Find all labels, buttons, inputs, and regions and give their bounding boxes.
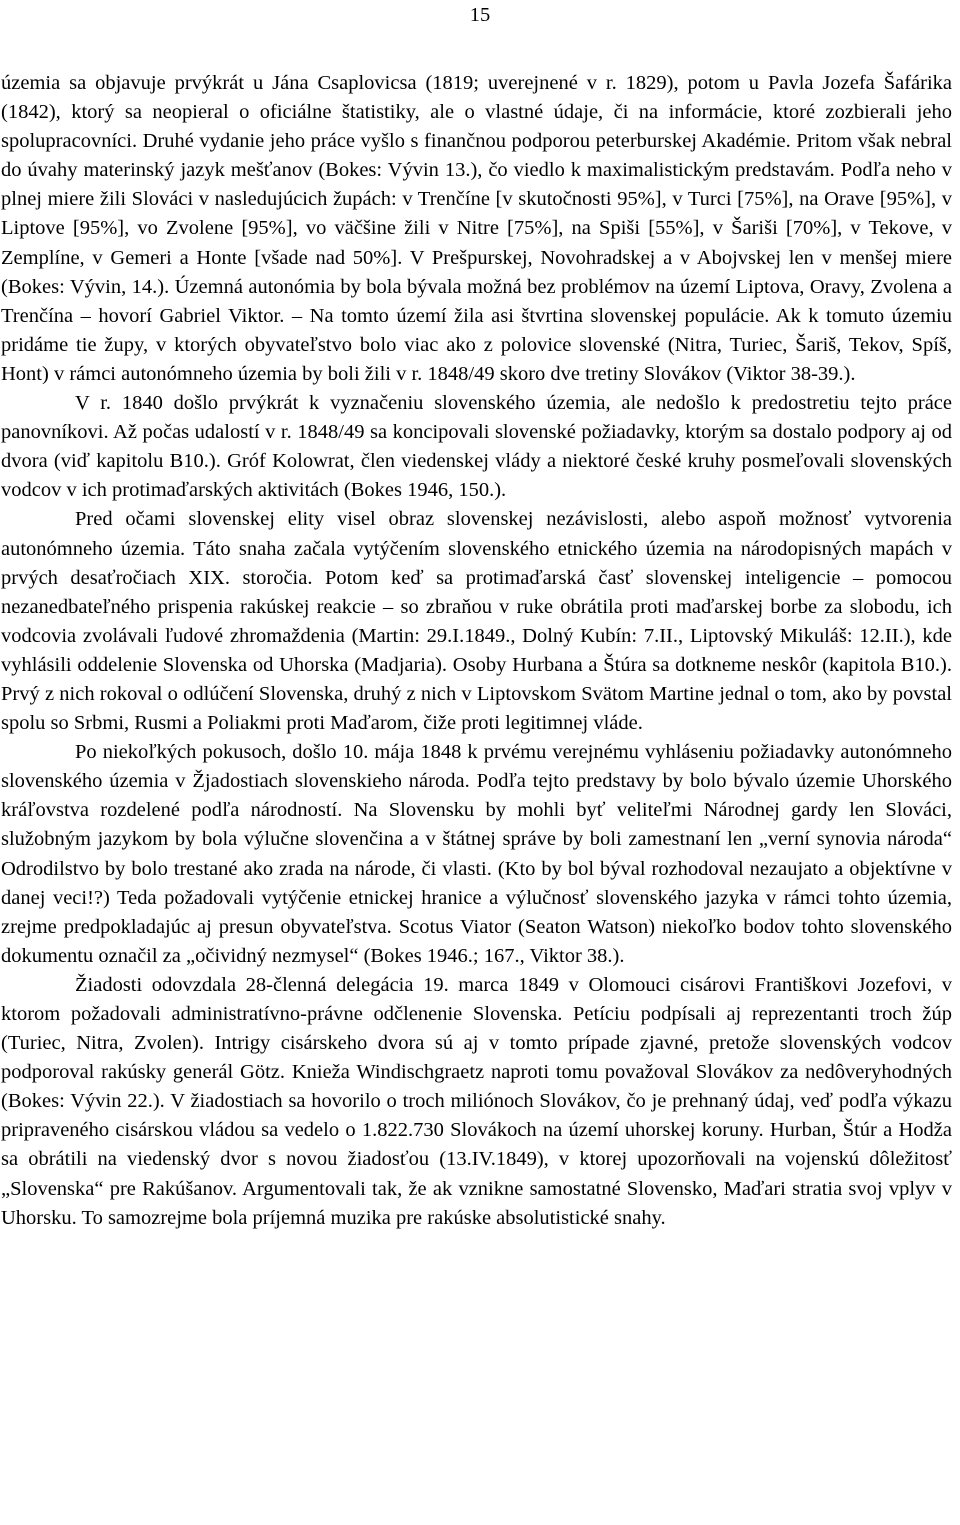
paragraph-2: V r. 1840 došlo prvýkrát k vyznačeniu slovenského územia, ale nedošlo k predostretiu tejto práce panovníkovi. Až počas udalostí v r. 1848/49 sa koncipovali slovenské požiadavky, ktorým sa dostalo podpory aj od dvora (viď kapitolu B10.). Gróf Kolowrat, člen viedenskej vlády a niektoré české kruhy posmeľovali slovenských vodcov v ich protimaďarských aktivitách (Bokes 1946, 150.). (1, 392, 952, 502)
paragraph-1: územia sa objavuje prvýkrát u Jána Csaplovicsa (1819; uverejnené v r. 1829), potom u Pavla Jozefa Šafárika (1842), ktorý sa neopieral o oficiálne štatistiky, ale o vlastné údaje, či na informácie, ktoré zozbierali jeho spolupracovníci. Druhé vydanie jeho práce vyšlo s finančnou podporou peterburskej Akadémie. Pritom však nebral do úvahy materinský jazyk mešťanov (Bokes: Vývin 13.), čo viedlo k maximalistickým predstavám. Podľa neho v plnej miere žili Slováci v nasledujúcich župách: v Trenčíne [v skutočnosti 95%], v Turci [75%], na Orave [95%], v Liptove [95%], vo Zvolene [95%], vo väčšine žili v Nitre [75%], na Spiši [55%], v Šariši [70%], v Tekove, v Zemplíne, v Gemeri a Honte [všade nad 50%]. V Prešpurskej, Novohradskej a v Abojvskej len v menšej miere (Bokes: Vývin, 14.). Územná autonómia by bola bývala možná bez problémov na území Liptova, Oravy, Zvolena a Trenčína – hovorí Gabriel Viktor. – Na tomto území žila asi štvrtina slovenskej populácie. Ak k tomuto územiu pridáme tie župy, v ktorých obyvateľstvo bolo viac ako z polovice slovenské (Nitra, Turiec, Šariš, Tekov, Spíš, Hont) v rámci autonómneho územia by boli žili v r. 1848/49 skoro dve tretiny Slovákov (Viktor 38-39.). (1, 72, 952, 385)
paragraph-4: Po niekoľkých pokusoch, došlo 10. mája 1848 k prvému verejnému vyhláseniu požiadavky autonómneho slovenského územia v Žjadostiach slovenskieho národa. Podľa tejto predstavy by bolo bývalo územie Uhorského kráľovstva rozdelené podľa národností. Na Slovensku by mohli byť veliteľmi Národnej gardy len Slováci, služobným jazykom by bola výlučne slovenčina a v štátnej správe by boli zamestnaní len „verní synovia národa“ Odrodilstvo by bolo trestané ako zrada na národe, či vlasti. (Kto by bol býval rozhodoval nezaujato a objektívne v danej veci!?) Teda požadovali vytýčenie etnickej hranice a výlučnosť slovenského jazyka v rámci tohto územia, zrejme predpokladajúc aj presun obyvateľstva. Scotus Viator (Seaton Watson) niekoľko bodov tohto slovenského dokumentu označil za „očividný nezmysel“ (Bokes 1946.; 167., Viktor 38.). (1, 741, 952, 967)
page-body (1, 69, 952, 1233)
paragraph-3: Pred očami slovenskej elity visel obraz slovenskej nezávislosti, alebo aspoň možnosť vytvorenia autonómneho územia. Táto snaha začala vytýčením slovenského etnického územia na národopisných mapách v prvých desaťročiach XIX. storočia. Potom keď sa protimaďarská časť slovenskej inteligencie – pomocou nezanedbateľného prispenia rakúskej reakcie – so zbraňou v ruke obrátila proti maďarskej borbe za slobodu, ich vodcovia zvolávali ľudové zhromaždenia (Martin: 29.I.1849., Dolný Kubín: 7.II., Liptovský Mikuláš: 12.II.), kde vyhlásili oddelenie Slovenska od Uhorska (Madjaria). Osoby Hurbana a Štúra sa dotkneme neskôr (kapitola B10.). Prvý z nich rokoval o odlúčení Slovenska, druhý z nich v Liptovskom Svätom Martine jednal o tom, ako by povstal spolu so Srbmi, Rusmi a Poliakmi proti Maďarom, čiže proti legitimnej vláde. (1, 508, 952, 735)
paragraph-5: Žiadosti odovzdala 28-členná delegácia 19. marca 1849 v Olomouci cisárovi Františkovi Jozefovi, v ktorom požadovali administratívno-právne odčlenenie Slovenska. Petíciu podpísali aj reprezentanti troch žúp (Turiec, Nitra, Zvolen). Intrigy cisárskeho dvora sú aj v tomto prípade zjavné, pretože slovenských vodcov podporoval rakúsky generál Götz. Knieža Windischgraetz naproti tomu považoval Slovákov za nedôveryhodných (Bokes: Vývin 22.). V žiadostiach sa hovorilo o troch miliónoch Slovákov, čo je prehnaný údaj, veď podľa výkazu pripraveného cisárskou vládou sa vedelo o 1.822.730 Slovákoch na území uhorskej koruny. Hurban, Štúr a Hodža sa obrátili na viedenský dvor s novou žiadosťou (13.IV.1849), v ktorej upozorňovali na vojenskú dôležitosť „Slovenska“ pre Rakúšanov. Argumentovali tak, že ak vznikne samostatné Slovensko, Maďari stratia svoj vplyv v Uhorsku. To samozrejme bola príjemná muzika pre rakúske absolutistické snahy. (1, 973, 952, 1229)
page-number: 15 (469, 4, 491, 26)
